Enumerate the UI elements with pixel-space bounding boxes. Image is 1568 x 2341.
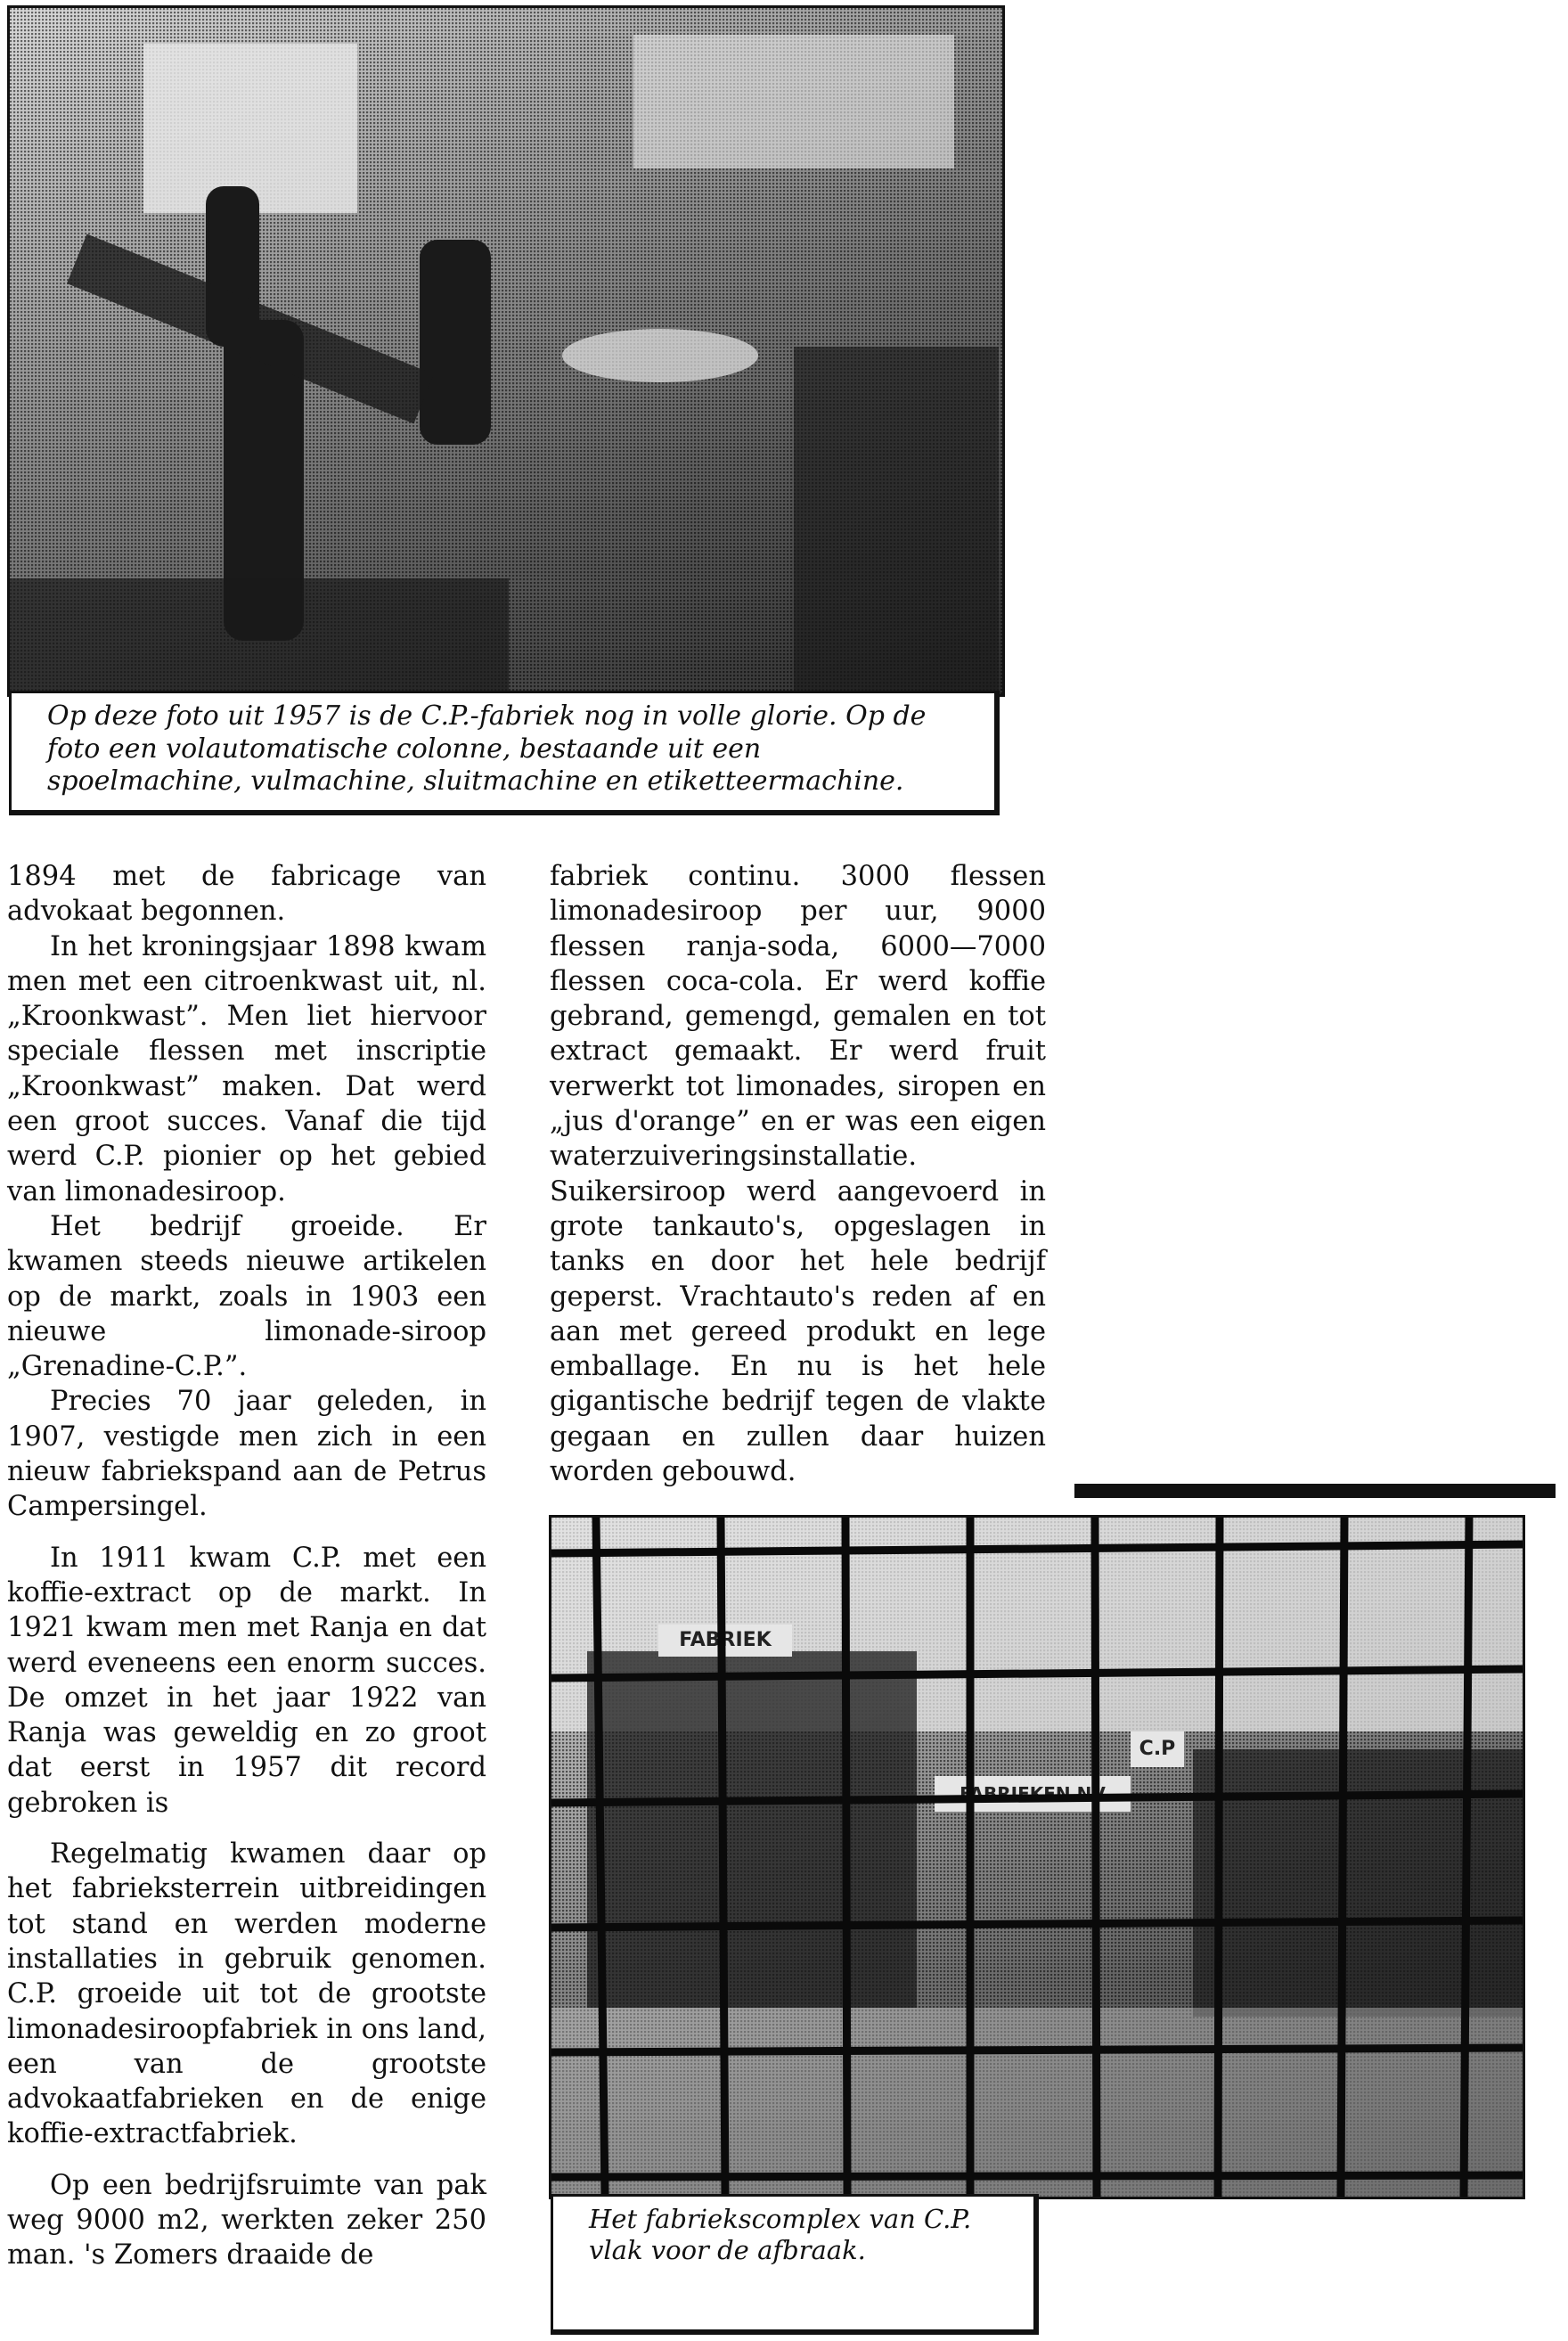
- section-rule: [1074, 1484, 1556, 1498]
- factory-complex-photo: [549, 1515, 1525, 2199]
- paragraph: Het bedrijf groeide. Er kwamen steeds nieuwe artikelen op de markt, zoals in 1903 een nieuwe limonade-siroop „Grenadine-C.P.”.: [7, 1210, 486, 1383]
- paragraph: Regelmatig kwamen daar op het fabrieksterrein uitbreidingen tot stand en werden moderne installaties in gebruik genomen. C.P. groeide uit tot de grootste limonadesiroopfabriek in ons land, een van de grootste advokaatfabrieken en de enige koffie-extractfabriek.: [7, 1838, 486, 2150]
- filling-machine: [562, 329, 758, 382]
- window: [633, 35, 954, 168]
- wire-fence: [551, 1518, 1523, 2197]
- paragraph: 1894 met de fabricage van advokaat begonnen.: [7, 861, 486, 928]
- top-photo-caption: Op deze foto uit 1957 is de C.P.-fabriek nog in volle glorie. Op de foto een volautomatische colonne, bestaande uit een spoelmachine, vulmachine, sluitmachine en etiketteermachine.: [9, 691, 1000, 815]
- factory-sign: FABRIEK: [658, 1625, 792, 1657]
- factory-banner: FABRIEKEN NV: [935, 1776, 1131, 1812]
- article-column-left: [7, 859, 486, 2273]
- paragraph: Op een bedrijfsruimte van pak weg 9000 m2, werkten zeker 250 man. 's Zomers draaide de: [7, 2169, 486, 2271]
- bottle-crates: [10, 578, 509, 692]
- paragraph: fabriek continu. 3000 flessen limonadesiroop per uur, 9000 flessen ranja-soda, 6000—7000 flessen coca-cola. Er werd koffie gebrand, gemengd, gemalen en tot extract gemaakt. Er werd fruit verwerkt tot limonades, siropen en „jus d'orange” en er was een eigen waterzuiveringsinstallatie. Suikersiroop werd aangevoerd in grote tankauto's, opgeslagen in tanks en door het hele bedrijf geperst. Vrachtauto's reden af en aan met gereed produkt en lege emballage. En nu is het hele gigantische bedrijf tegen de vlakte gegaan en zullen daar huizen worden gebouwd.: [550, 861, 1046, 1488]
- paragraph: In 1911 kwam C.P. met een koffie-extract op de markt. In 1921 kwam men met Ranja en dat werd eveneens een enorm succes. De omzet in het jaar 1922 van Ranja was geweldig en zo groot dat eerst in 1957 dit record gebroken is: [7, 1542, 486, 1819]
- worker-figure: [420, 240, 491, 445]
- article-column-right: [550, 859, 1046, 1489]
- factory-interior-photo: [7, 5, 1005, 697]
- bottom-photo-caption: Het fabriekscomplex van C.P. vlak voor de afbraak.: [551, 2194, 1039, 2335]
- machine-line: [794, 347, 999, 694]
- paragraph: Precies 70 jaar geleden, in 1907, vestigde men zich in een nieuw fabriekspand aan de Petrus Campersingel.: [7, 1386, 486, 1523]
- cp-sign: C.P: [1131, 1731, 1184, 1767]
- paragraph: In het kroningsjaar 1898 kwam men met een citroenkwast uit, nl. „Kroonkwast”. Men liet hiervoor speciale flessen met inscriptie „Kroonkwast” maken. Dat werd een groot succes. Vanaf die tijd werd C.P. pionier op het gebied van limonadesiroop.: [7, 930, 486, 1207]
- window: [143, 44, 357, 213]
